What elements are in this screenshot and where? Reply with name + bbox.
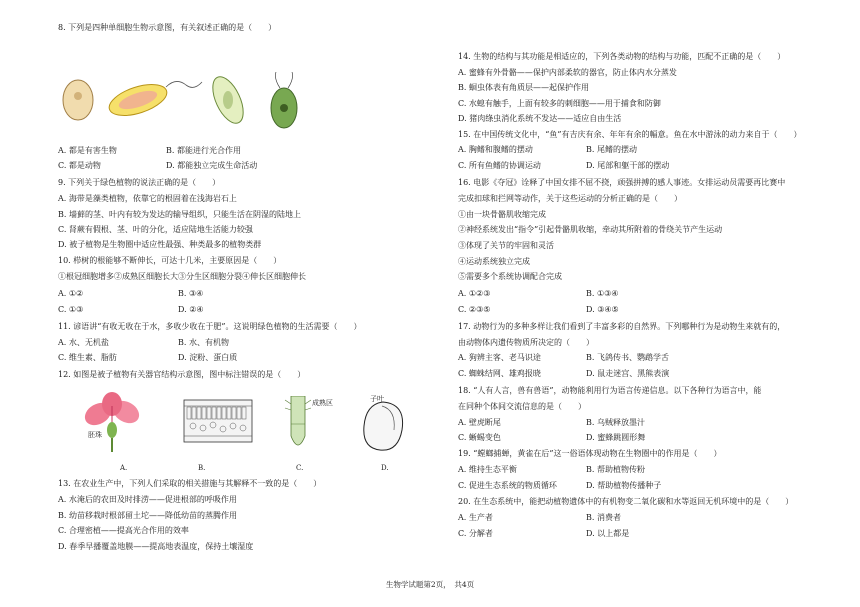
q12-ovule-label: 胚珠 bbox=[88, 431, 102, 439]
q16-option-b: B. ①③④ bbox=[586, 289, 619, 298]
q9-option-d: D. 被子植物是生物圈中适应性最强、种类最多的植物类群 bbox=[58, 240, 262, 249]
q12-caption-b: B. bbox=[198, 464, 206, 472]
q10-statements: ①根冠细胞增多②成熟区细胞长大③分生区细胞分裂④伸长区细胞伸长 bbox=[58, 272, 306, 281]
q17-stem-line2: 由动物体内遗传物质所决定的（ ） bbox=[458, 338, 594, 347]
q17-stem: 17. 动物行为的多种多样让我们看到了丰富多彩的自然界。下列哪种行为是动物生来就有的， bbox=[458, 322, 786, 331]
q20-option-d: D. 以上都是 bbox=[586, 529, 630, 538]
q17-option-b: B. 飞鸽传书、鹦鹉学舌 bbox=[586, 353, 669, 362]
page-footer: 生物学试题第2页， 共4页 bbox=[385, 580, 475, 589]
q8-option-b: B. 都能进行光合作用 bbox=[166, 146, 241, 155]
q16-statement-4: ④运动系统独立完成 bbox=[458, 257, 530, 266]
q15-option-d: D. 尾部和躯干部的摆动 bbox=[586, 161, 670, 170]
q18-stem-line2: 在同种个体间交流信息的是（ ） bbox=[458, 402, 586, 411]
q15-option-a: A. 胸鳍和腹鳍的摆动 bbox=[458, 145, 533, 154]
q10-stem: 10. 栉树的根能够不断伸长，可达十几米，主要原因是（ ） bbox=[58, 256, 282, 265]
q8-stem: 8. 下列是四种单细胞生物示意图，有关叙述正确的是（ ） bbox=[58, 23, 277, 32]
q19-option-a: A. 维持生态平衡 bbox=[458, 465, 517, 474]
q12-stem: 12. 如图是被子植物有关器官结构示意图，图中标注错误的是（ ） bbox=[58, 370, 306, 379]
q10-option-d: D. ②④ bbox=[178, 305, 204, 314]
q11-option-d: D. 淀粉、蛋白质 bbox=[178, 353, 238, 362]
q12-seed-figure bbox=[358, 396, 408, 452]
q12-caption-c: C. bbox=[296, 464, 304, 472]
q10-option-c: C. ①③ bbox=[58, 305, 84, 314]
q13-option-d: D. 春季早播覆盖地膜——提高地表温度，保持土壤湿度 bbox=[58, 542, 254, 551]
q15-stem: 15. 在中国传统文化中，“鱼”有吉庆有余、年年有余的幅意。鱼在水中游泳的动力来自于（ ） bbox=[458, 130, 802, 139]
q9-option-b: B. 墙藓的茎、叶内有较为发达的输导组织，只能生活在阴湿的陆地上 bbox=[58, 210, 301, 219]
q12-maturation-zone-label: 成熟区 bbox=[312, 399, 333, 407]
q20-stem: 20. 在生态系统中，能把动植物遗体中的有机物变二氧化碳和水等返回无机环境中的是（ ） bbox=[458, 497, 794, 506]
q12-caption-a: A. bbox=[120, 464, 128, 472]
q11-stem: 11. 谚语讲“有收无收在于水，多收少收在于肥”。这说明绿色植物的生活需要（ ） bbox=[58, 322, 362, 331]
q11-option-a: A. 水、无机盐 bbox=[58, 338, 109, 347]
q18-option-b: B. 乌贼释放墨汁 bbox=[586, 418, 645, 427]
q19-stem: 19. “螳螂捕蝉，黄雀在后”这一俗语体现动物在生物圈中的作用是（ ） bbox=[458, 449, 722, 458]
q11-option-b: B. 水、有机物 bbox=[178, 338, 229, 347]
q17-option-d: D. 鼠走迷宫、黑熊表演 bbox=[586, 369, 670, 378]
q16-stem: 16. 电影《夺冠》诠释了中国女排不屈不挠，顽强拼搏的感人事迹。女排运动员需要再比赛中 bbox=[458, 178, 786, 187]
q12-leaf-section-figure bbox=[183, 396, 253, 446]
q13-option-a: A. 水淹后的农田及时排涝——促进根部的呼吸作用 bbox=[58, 495, 237, 504]
q16-option-a: A. ①②③ bbox=[458, 289, 491, 298]
q12-cotyledon-label: 子叶 bbox=[370, 395, 384, 403]
q18-option-a: A. 壁虎断尾 bbox=[458, 418, 501, 427]
q19-option-b: B. 帮助植物传粉 bbox=[586, 465, 645, 474]
q13-option-b: B. 幼苗移栽时根部留土坨——降低幼苗的蒸腾作用 bbox=[58, 511, 237, 520]
q14-option-c: C. 水螅有触手，上面有较多的刺细胞——用于捕食和防御 bbox=[458, 99, 661, 108]
q12-caption-d: D. bbox=[381, 464, 389, 472]
q8-option-c: C. 都是动物 bbox=[58, 161, 101, 170]
q16-stem-line2: 完成扣球和拦网等动作，关于这些运动的分析正确的是（ ） bbox=[458, 194, 682, 203]
q9-option-a: A. 海带是藻类植物，依靠它的根固着在浅海岩石上 bbox=[58, 194, 237, 203]
q16-option-c: C. ②③⑤ bbox=[458, 305, 491, 314]
q17-option-a: A. 狗辨主客、老马识途 bbox=[458, 353, 541, 362]
q14-option-d: D. 猪肉绦虫消化系统不发达——适应自由生活 bbox=[458, 114, 622, 123]
q20-option-b: B. 消费者 bbox=[586, 513, 621, 522]
q20-option-a: A. 生产者 bbox=[458, 513, 493, 522]
q16-statement-3: ③体现了关节的牢固和灵活 bbox=[458, 241, 554, 250]
q10-option-a: A. ①② bbox=[58, 289, 84, 298]
q18-option-c: C. 蜥蜴变色 bbox=[458, 433, 501, 442]
q14-option-b: B. 蛔虫体表有角质层——起保护作用 bbox=[458, 83, 589, 92]
q14-stem: 14. 生物的结构与其功能是相适应的，下列各类动物的结构与功能，匹配不正确的是（ ） bbox=[458, 52, 786, 61]
q18-stem: 18. “人有人言，兽有兽语”，动物能利用行为语言传递信息。以下各种行为语言中，能 bbox=[458, 386, 762, 395]
q11-option-c: C. 维生素、脂肪 bbox=[58, 353, 117, 362]
q19-option-d: D. 帮助植物传播种子 bbox=[586, 481, 662, 490]
q16-option-d: D. ③④⑤ bbox=[586, 305, 619, 314]
q20-option-c: C. 分解者 bbox=[458, 529, 493, 538]
q16-statement-5: ⑤需要多个系统协调配合完成 bbox=[458, 272, 562, 281]
q16-statement-2: ②神经系统发出“指令”引起骨骼肌收缩，牵动其所附着的骨绕关节产生运动 bbox=[458, 225, 723, 234]
q17-option-c: C. 蜘蛛结网、雄鸡报晓 bbox=[458, 369, 541, 378]
q12-root-tip-figure bbox=[283, 396, 313, 454]
q13-stem: 13. 在农业生产中，下列人们采取的相关措施与其解释不一致的是（ ） bbox=[58, 479, 322, 488]
q8-option-d: D. 都能独立完成生命活动 bbox=[166, 161, 258, 170]
q18-option-d: D. 蜜蜂跳圆形舞 bbox=[586, 433, 646, 442]
q15-option-b: B. 尾鳍的摆动 bbox=[586, 145, 637, 154]
q10-option-b: B. ③④ bbox=[178, 289, 204, 298]
q9-option-c: C. 肾蕨有假根、茎、叶的分化，适应陆地生活能力较强 bbox=[58, 225, 253, 234]
q13-option-c: C. 合理密植——提高光合作用的效率 bbox=[58, 526, 189, 535]
q8-cell-images bbox=[58, 72, 308, 132]
q15-option-c: C. 所有鱼鳍的协调运动 bbox=[458, 161, 541, 170]
q9-stem: 9. 下列关于绿色植物的说法正确的是（ ） bbox=[58, 178, 221, 187]
q16-statement-1: ①由一块骨骼肌收缩完成 bbox=[458, 210, 546, 219]
q12-flower-figure bbox=[78, 392, 148, 452]
q19-option-c: C. 促进生态系统的物质循环 bbox=[458, 481, 557, 490]
q8-option-a: A. 都是有害生物 bbox=[58, 146, 117, 155]
q14-option-a: A. 蜜蜂有外骨骼——保护内部柔软的器官，防止体内水分蒸发 bbox=[458, 68, 677, 77]
